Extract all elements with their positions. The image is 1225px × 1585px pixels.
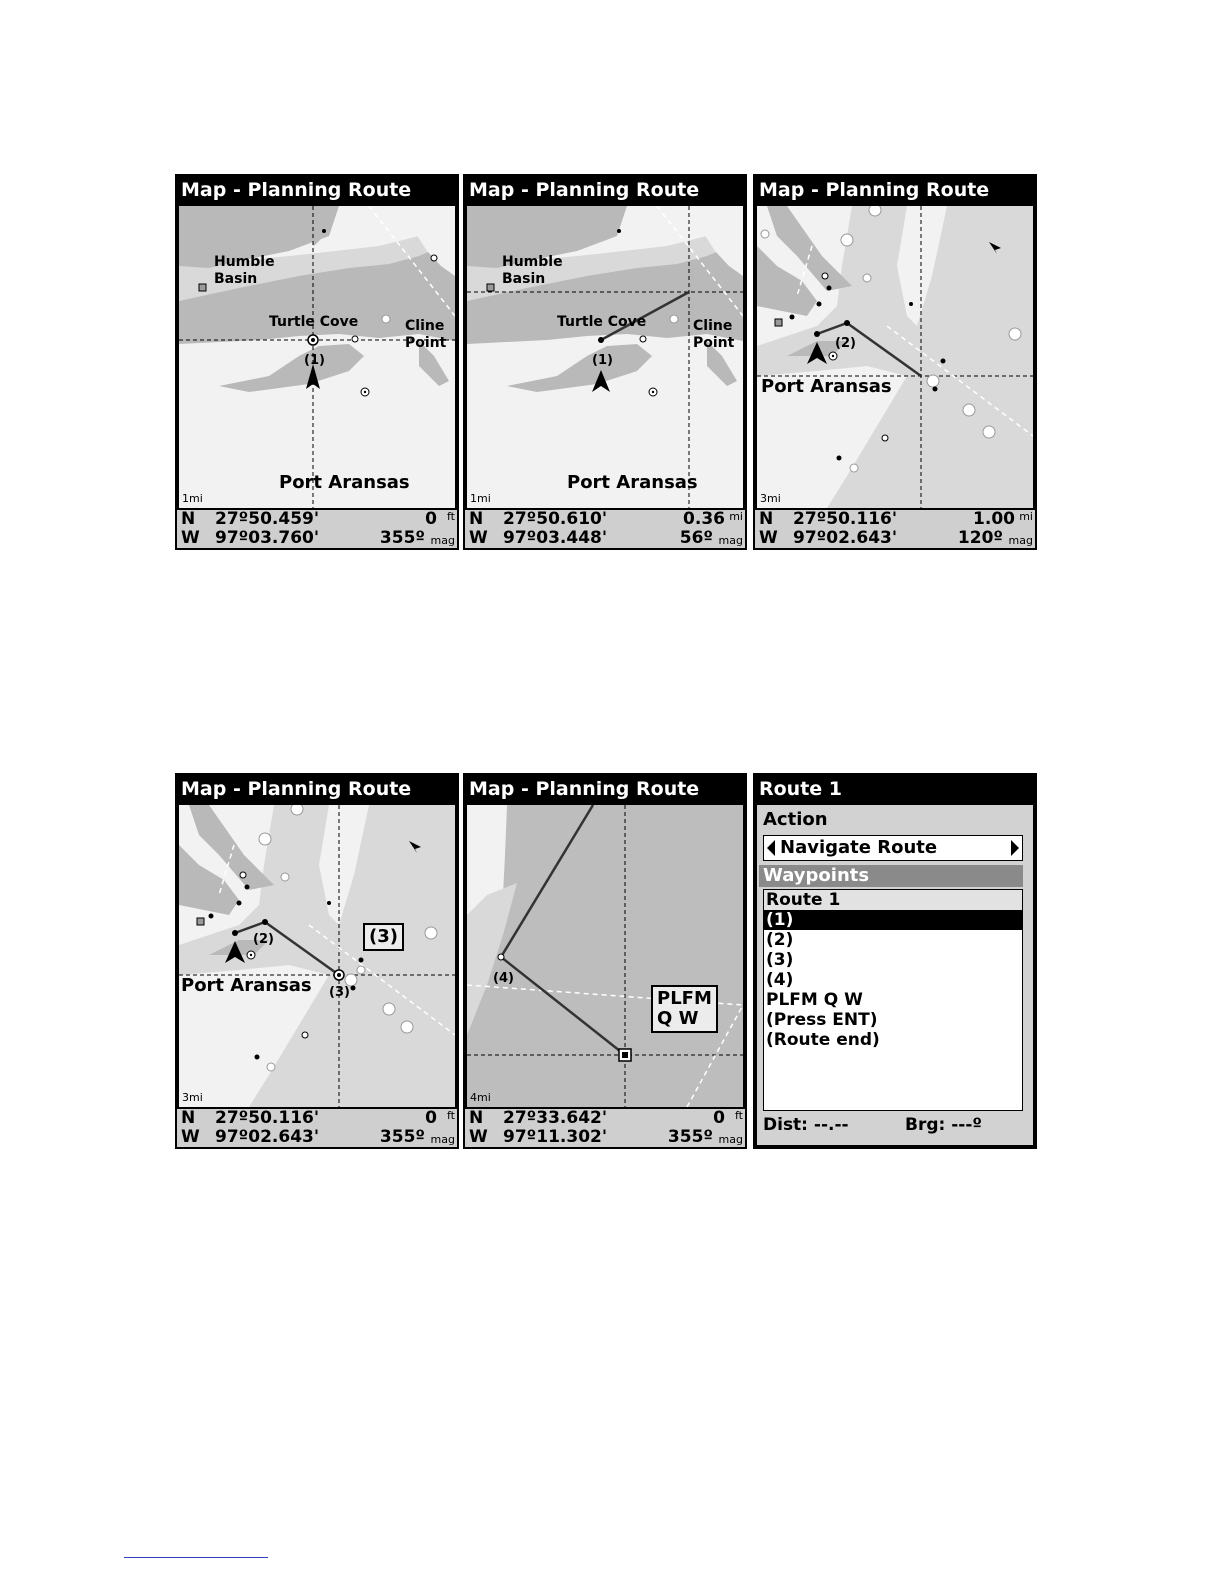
status-bar [177,510,457,548]
distance: 0 [425,509,437,529]
screen-title: Map - Planning Route [177,176,457,204]
map-chart-3 [757,206,1033,508]
map-chart-5 [467,805,743,1107]
latitude: 27º50.459' [215,509,320,529]
latitude: 27º50.116' [793,509,898,529]
longitude: 97º03.448' [503,528,608,548]
list-item[interactable]: (2) [766,930,794,950]
bearing-unit: mag [1008,534,1033,547]
map-screen-1 [175,174,459,550]
bearing-unit: mag [718,534,743,547]
distance-unit: ft [447,510,455,523]
action-label: Action [763,809,828,830]
distance: 0 [425,1108,437,1128]
route-screen [753,773,1037,1149]
map-scale: 1mi [470,492,491,505]
map-scale: 4mi [470,1091,491,1104]
map-label-cline: Cline [405,318,445,334]
status-bar [755,510,1035,548]
waypoint-box-line-2: Q W [657,1008,699,1029]
waypoint-box-line-1: PLFM [657,988,712,1009]
lon-dir: W [181,1127,200,1147]
longitude: 97º11.302' [503,1127,608,1147]
map-label-humble: Humble [214,254,275,270]
footnote-rule [124,1557,268,1558]
waypoint-label: (4) [493,971,514,986]
map-view[interactable] [179,805,455,1107]
map-screen-3 [753,174,1037,550]
map-label-port-aransas: Port Aransas [181,975,312,996]
lon-dir: W [181,528,200,548]
bearing: 355º [379,1127,425,1147]
map-label-humble: Humble [502,254,563,270]
list-item[interactable]: (3) [766,950,794,970]
lon-dir: W [469,528,488,548]
map-view[interactable] [179,206,455,508]
lat-dir: N [469,509,484,529]
action-select[interactable] [763,835,1023,861]
waypoint-label: (1) [304,353,325,368]
bearing-unit: mag [718,1133,743,1146]
lat-dir: N [181,1108,196,1128]
map-label-basin: Basin [502,271,546,287]
distance-unit: mi [729,510,743,523]
map-chart-4 [179,805,455,1107]
map-view[interactable] [757,206,1033,508]
map-label-port-aransas: Port Aransas [279,472,410,493]
bearing-unit: mag [430,1133,455,1146]
list-header: Route 1 [764,890,1022,910]
waypoint-label-2: (2) [253,932,274,947]
map-label-turtle-cove: Turtle Cove [557,314,647,330]
status-bar [177,1109,457,1147]
map-label-port-aransas: Port Aransas [567,472,698,493]
status-bar [465,1109,745,1147]
map-screen-5 [463,773,747,1149]
distance-unit: ft [735,1109,743,1122]
map-label-port-aransas: Port Aransas [761,376,892,397]
map-view[interactable] [467,206,743,508]
map-label-cline: Cline [693,318,733,334]
map-label-point: Point [693,335,735,351]
longitude: 97º02.643' [215,1127,320,1147]
map-screen-2 [463,174,747,550]
longitude: 97º03.760' [215,528,320,548]
bearing: 355º [667,1127,713,1147]
dist-readout: Dist: --.-- [763,1115,849,1135]
map-screen-4 [175,773,459,1149]
arrow-right-icon[interactable] [1011,840,1019,856]
screen-title: Map - Planning Route [177,775,457,803]
waypoints-header: Waypoints [759,865,1023,887]
waypoint-list[interactable] [763,889,1023,1111]
latitude: 27º50.610' [503,509,608,529]
waypoint-label: (2) [835,336,856,351]
route-panel [757,805,1033,1145]
arrow-left-icon[interactable] [767,840,775,856]
bearing: 120º [957,528,1003,548]
waypoint-box-label: (3) [363,923,404,951]
map-scale: 3mi [182,1091,203,1104]
latitude: 27º33.642' [503,1108,608,1128]
brg-readout: Brg: ---º [905,1115,982,1135]
list-item[interactable]: PLFM Q W [766,990,863,1010]
distance: 0 [713,1108,725,1128]
screen-title: Map - Planning Route [465,775,745,803]
map-label-turtle-cove: Turtle Cove [269,314,359,330]
status-bar [465,510,745,548]
map-scale: 3mi [760,492,781,505]
lon-dir: W [469,1127,488,1147]
latitude: 27º50.116' [215,1108,320,1128]
list-item[interactable]: (Press ENT) [766,1010,878,1030]
list-item[interactable]: (1) [764,910,1022,930]
waypoint-label: (1) [592,353,613,368]
lat-dir: N [759,509,774,529]
screen-title: Map - Planning Route [465,176,745,204]
waypoint-label-3: (3) [329,985,350,1000]
distance: 1.00 [973,509,1015,529]
distance-unit: mi [1019,510,1033,523]
list-item[interactable]: (Route end) [766,1030,880,1050]
map-scale: 1mi [182,492,203,505]
map-view[interactable] [467,805,743,1107]
lat-dir: N [181,509,196,529]
longitude: 97º02.643' [793,528,898,548]
bearing-unit: mag [430,534,455,547]
lat-dir: N [469,1108,484,1128]
bearing: 56º [679,528,713,548]
waypoint-box-label [651,985,718,1033]
bearing: 355º [379,528,425,548]
map-label-basin: Basin [214,271,258,287]
action-value: Navigate Route [780,837,938,858]
distance: 0.36 [683,509,725,529]
list-item[interactable]: (4) [766,970,794,990]
map-label-point: Point [405,335,447,351]
screen-title: Route 1 [755,775,1035,803]
lon-dir: W [759,528,778,548]
screen-title: Map - Planning Route [755,176,1035,204]
distance-unit: ft [447,1109,455,1122]
